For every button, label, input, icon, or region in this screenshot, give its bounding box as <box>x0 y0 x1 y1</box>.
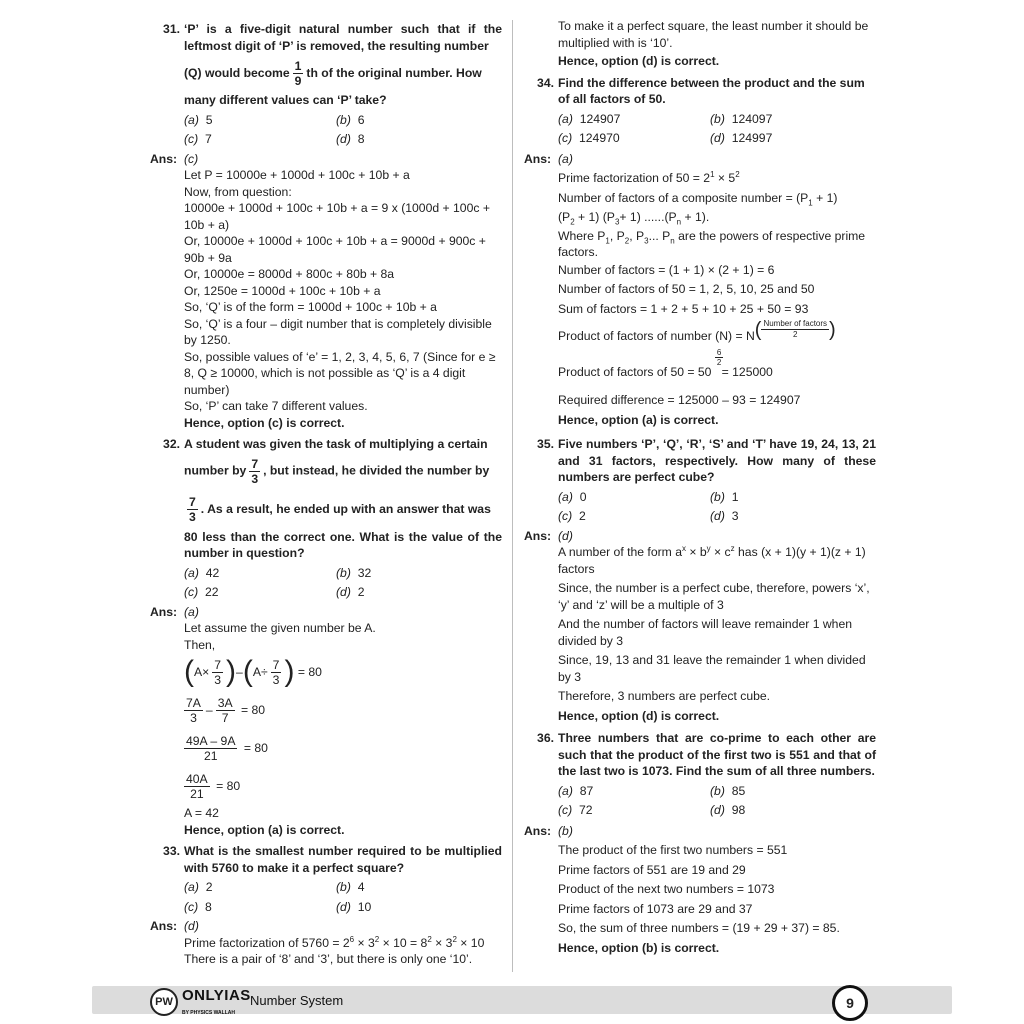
answer-34: Ans: (a) Prime factorization of $50 = 2^1 \times 5^2$ Number of factors of a composite number = $(P_1 + 1)$ $(P_2 + 1)$ $(P_3+ 1) ......(P_n + 1)$. Where $P_1$, $P_2$, $P_3$... $P_n$ are the powers of respective prime factors. Number of factors = (1 + 1) × (2 + 1) = 6 Number of factors of 50 = 1, 2, 5, 10, 25 and 50 Sum of factors = 1 + 2 + 5 + 10 + 25 + 50 = 93 Product of factors of number (N) = N ( $\frac{\text{Number of factors}}{2}$ ) Product of factors of 50 = 50 $\frac{6}{2}$ = 125000 Required difference = 125000 – 93 = 124907 Hence, option (a) is correct. <box>524 150 876 431</box>
equation-4: $\frac{40A}{21}$ = 80 <box>186 771 241 801</box>
footer-title: Number System <box>250 993 344 1008</box>
brand-name: ONLYIAS <box>182 987 251 1004</box>
left-column <box>150 18 502 968</box>
brand-subtitle: BY PHYSICS WALLAH <box>182 1010 235 1016</box>
conclusion-36: Hence, option (b) is correct. <box>558 940 720 955</box>
option-d: (d) 8 <box>336 132 365 146</box>
option-b: (b) 32 <box>336 565 372 580</box>
option-a: (a) 5 <box>184 112 213 127</box>
conclusion-34: Hence, option (a) is correct. <box>558 412 719 427</box>
product-of-50: Product of factors of 50 = 50 $\frac{6}{2}$ = 125000 <box>558 348 773 380</box>
pw-logo-icon: PW <box>150 988 178 1016</box>
option-d: (d) 3 <box>710 509 739 523</box>
conclusion-35: Hence, option (d) is correct. <box>558 708 720 723</box>
question-31-text: ‘P’ is a five-digit natural number such that if the leftmost digit of ‘P’ is removed, the resulting number <box>184 22 502 53</box>
option-a: (a) 2 <box>184 880 213 894</box>
page-number: 9 <box>832 985 868 1021</box>
option-d: (d) 2 <box>336 585 365 599</box>
option-b: (b) 4 <box>336 880 365 894</box>
options-35 <box>558 489 876 525</box>
option-a: (a) 124907 <box>558 111 621 126</box>
option-b: (b) 124097 <box>710 111 773 126</box>
options-31 <box>184 112 502 148</box>
question-34: 34. Find the difference between the product and the sum of all factors of 50. <box>537 75 865 106</box>
options-32 <box>184 565 502 601</box>
option-a: (a) 42 <box>184 565 220 580</box>
column-divider <box>512 20 513 972</box>
answer-32: Ans: (a) Let assume the given number be A. Then, ( A × $\frac{7}{3}$ ) – ( A ÷ $\frac{7}{3}$ ) = 80 $\frac{7A}{3}$ – $\frac{3A}{7}$ = 80 $\frac{49A - 9A}{21}$ = 80 $\frac{40A}{21}$ = 80 A = 42 Hence, option (a) is correct. <box>150 604 502 839</box>
option-b: (b) 85 <box>710 783 746 798</box>
equation-3: $\frac{49A - 9A}{21}$ = 80 <box>186 733 268 763</box>
option-c: (c) 2 <box>558 509 586 523</box>
answer-33: Ans: (d) Prime factorization of $5760 = 2^6 \times 3^2 \times 10 = 8^2 \times 3^2 \times 10$ There is a pair of ‘8’ and ‘3’, but there is only one ‘10’. <box>150 919 485 966</box>
option-d: (d) 124997 <box>710 131 773 145</box>
options-36 <box>558 783 876 819</box>
conclusion-31: Hence, option (c) is correct. <box>184 415 345 430</box>
answer-36: Ans: (b) The product of the first two numbers = 551 Prime factors of 551 are 19 and 29 Product of the next two numbers = 1073 Prime factors of 1073 are 29 and 37 So, the sum of three numbers = (19 + 29 + 37) = 85. Hence, option (b) is correct. <box>524 822 876 959</box>
question-31: 31. ‘P’ is a five-digit natural number such that if the leftmost digit of ‘P’ is removed, the resulting number (Q) would become $\frac{1}{9}$ th of the original number. How many different values can ‘P’ take? <box>163 22 502 107</box>
conclusion-32: Hence, option (a) is correct. <box>184 822 345 837</box>
conclusion-33: Hence, option (d) is correct. <box>558 54 720 68</box>
option-a: (a) 0 <box>558 489 587 504</box>
equation-2: $\frac{7A}{3}$ – $\frac{3A}{7}$ = 80 <box>186 695 266 725</box>
fraction-one-ninth: $\frac{1}{9}$ <box>294 58 302 88</box>
option-b: (b) 1 <box>710 489 739 504</box>
option-d: (d) 10 <box>336 899 372 914</box>
answer-31: Ans: (c) Let P = 10000e + 1000d + 100c + 10b + a Now, from question: 10000e + 1000d + 100c + 10b + a = 9 x (1000d + 100c + 10b + a) Or, 10000e + 1000d + 100c + 10b + a = 9000d + 900c + 90b + 9a Or, 10000e = 8000d + 800c + 80b + 8a Or, 1250e = 1000d + 100c + 10b + a So, ‘Q’ is of the form = 1000d + 100c + 10b + a So, ‘Q’ is a four – digit number that is completely divisible by 1250. So, possible values of ‘e’ = 1, 2, 3, 4, 5, 6, 7 (Since for e ≥ 8, Q ≥ 10000, which is not possible as ‘Q’ is a 4 digit number) So, ‘P’ can take 7 different values. Hence, option (c) is correct. <box>150 151 502 432</box>
option-c: (c) 22 <box>184 585 219 599</box>
option-b: (b) 6 <box>336 112 365 127</box>
option-a: (a) 87 <box>558 783 594 798</box>
option-c: (c) 8 <box>184 899 212 914</box>
answer-33-continued: To make it a perfect square, the least number it should be multiplied with is ‘10’. Hence, option (d) is correct. <box>524 18 876 70</box>
options-34 <box>558 111 876 147</box>
option-c: (c) 7 <box>184 132 212 146</box>
option-c: (c) 124970 <box>558 131 620 145</box>
question-35: 35. Five numbers ‘P’, ‘Q’, ‘R’, ‘S’ and ‘T’ have 19, 24, 13, 21 and 31 factors, respectively. How many of these numbers are perfect cube? <box>537 437 876 484</box>
answer-35: Ans: (d) A number of the form $a^x \times b^y \times c^z$ has (x + 1)(y + 1)(z + 1) factors Since, the number is a perfect cube, therefore, powers ‘x’, ‘y’ and ‘z’ will be a multiple of 3 And the number of factors will leave remainder 1 when divided by 3 Since, 19, 13 and 31 leave the remainder 1 when divided by 3 Therefore, 3 numbers are perfect cube. Hence, option (d) is correct. <box>524 528 876 725</box>
question-32: 32. A student was given the task of multiplying a certain number by $\frac{7}{3}$ , but instead, he divided the number by $\frac{7}{3}$ . As a result, he ended up with an answer that was 80 less than the correct one. What is the value of the number in question? <box>163 437 502 560</box>
right-column <box>524 18 876 958</box>
options-33 <box>184 879 502 915</box>
equation-1: ( A × $\frac{7}{3}$ ) – ( A ÷ $\frac{7}{3}$ ) = 80 <box>184 655 322 688</box>
question-36: 36. Three numbers that are co-prime to each other are such that the product of the first two is 551 and that of the last two is 1073. Find the sum of all three numbers. <box>537 731 876 778</box>
option-c: (c) 72 <box>558 803 593 817</box>
option-d: (d) 98 <box>710 803 746 817</box>
product-formula: Product of factors of number (N) = N ( $\frac{\text{Number of factors}}{2}$ ) <box>558 319 836 344</box>
question-33: 33. What is the smallest number required to be multiplied with 5760 to make it a perfect square? <box>163 844 502 875</box>
